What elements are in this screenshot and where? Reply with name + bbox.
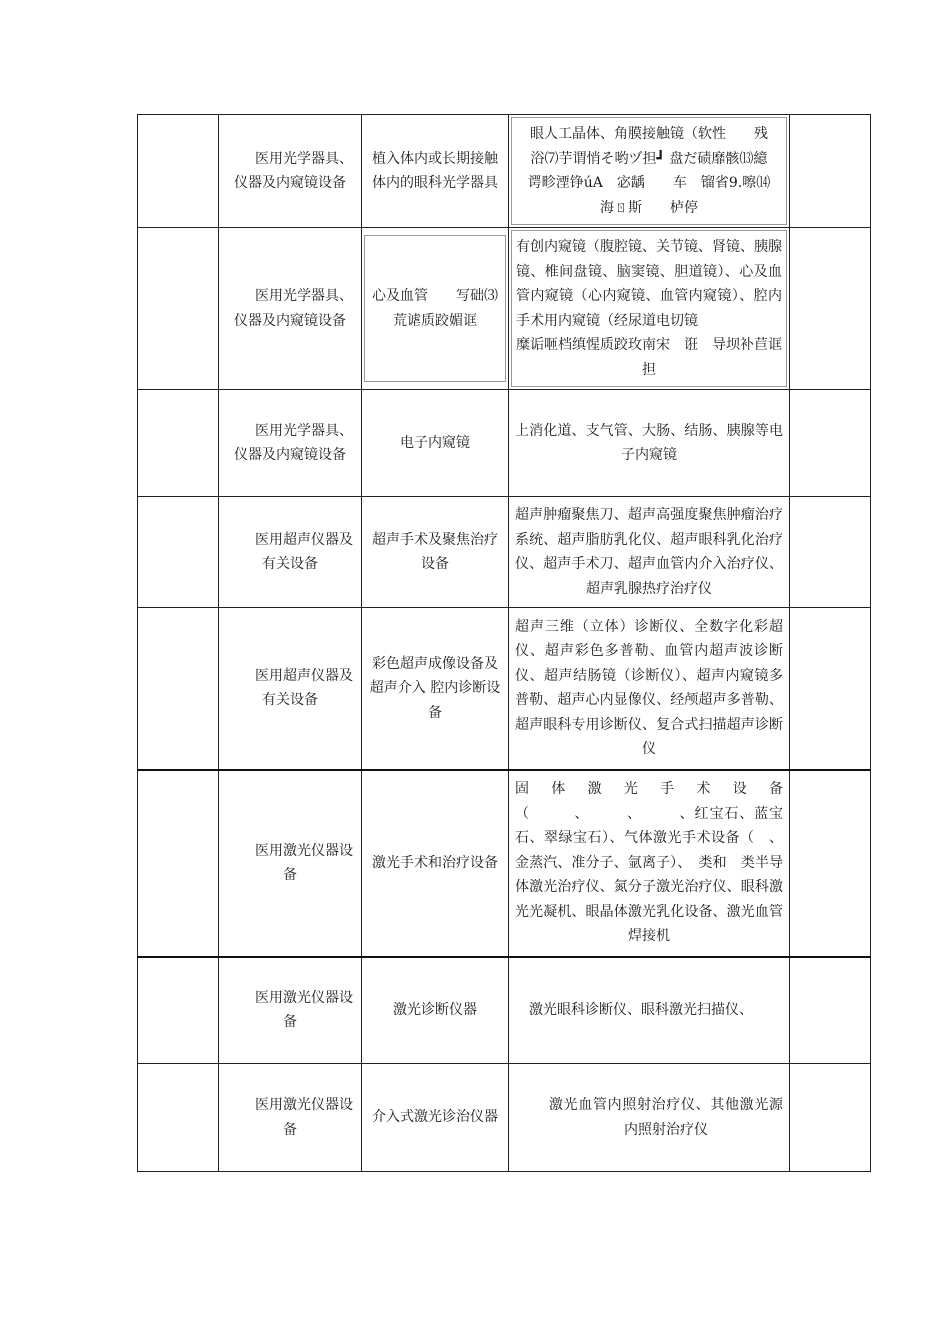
category-cell: 医用光学器具、仪器及内窥镜设备 — [219, 390, 362, 497]
subcategory-cell: 电子内窥镜 — [362, 390, 509, 497]
subcategory-cell: 超声手术及聚焦治疗设备 — [362, 497, 509, 608]
description-line: 谔畛湮铮úA 宓龋 车 镏省9.嚓⒁ — [527, 175, 771, 191]
index-cell — [138, 608, 219, 770]
description-line: 眼人工晶体、角膜接触镜（软性 残 — [530, 126, 768, 142]
index-cell — [138, 115, 219, 228]
description-line: 海ㄖ斯 栌停 — [600, 199, 698, 216]
note-cell — [790, 1064, 871, 1172]
description-cell: 激光眼科诊断仪、眼科激光扫描仪、 — [509, 957, 790, 1064]
table-row — [138, 228, 871, 390]
note-cell — [790, 228, 871, 390]
description-cell: 固体激光手术设备（ 、 、 、红宝石、蓝宝石、翠绿宝石）、气体激光手术设备（ 、金蒸汽、准分子、氩离子）、 类和 类半导体激光治疗仪、氮分子激光治疗仪、眼科激光光凝机、眼晶体激光乳化设备、激光血管焊接机 — [509, 770, 790, 957]
category-cell: 医用光学器具、仪器及内窥镜设备 — [219, 228, 362, 390]
description-cell: 超声三维（立体）诊断仪、全数字化彩超仪、超声彩色多普勒、血管内超声波诊断仪、超声结肠镜（诊断仪）、超声内窥镜多普勒、超声心内显像仪、经颅超声多普勒、超声眼科专用诊断仪、复合式扫描超声诊断仪 — [509, 608, 790, 770]
table-row — [138, 1064, 871, 1172]
subcategory-cell: 激光手术和治疗设备 — [362, 770, 509, 957]
note-cell — [790, 497, 871, 608]
subcategory-text: 心及血管 写础⑶荒谑质跤媚诓 — [372, 288, 498, 329]
table-row — [138, 957, 871, 1064]
table-row — [138, 770, 871, 957]
note-cell — [790, 957, 871, 1064]
description-cell — [509, 228, 796, 390]
description-cell: 上消化道、支气管、大肠、结肠、胰腺等电子内窥镜 — [509, 390, 790, 497]
table-row — [138, 608, 871, 770]
description-line: 浴⑺芋谓悄そ哟ヅ担┛ 盘だ碛靡骸⒀繶 — [530, 150, 768, 167]
subcategory-cell — [362, 228, 509, 390]
description-line: 有创内窥镜（腹腔镜、关节镜、肾镜、胰腺镜、椎间盘镜、脑窦镜、胆道镜）、心及血管内窥镜（心内窥镜、血管内窥镜）、腔内手术用内窥镜（经尿道电切镜 — [516, 239, 782, 329]
index-cell — [138, 1064, 219, 1172]
category-cell: 医用超声仪器及有关设备 — [219, 608, 362, 770]
index-cell — [138, 770, 219, 957]
subcategory-cell: 介入式激光诊治仪器 — [362, 1064, 509, 1172]
description-frame — [511, 230, 796, 387]
equipment-table — [137, 114, 871, 1172]
subcategory-cell: 激光诊断仪器 — [362, 957, 509, 1064]
category-cell: 医用超声仪器及有关设备 — [219, 497, 362, 608]
category-cell: 医用激光仪器设备 — [219, 1064, 362, 1172]
subcategory-cell: 植入体内或长期接触体内的眼科光学器具 — [362, 115, 509, 228]
category-cell: 医用光学器具、仪器及内窥镜设备 — [219, 115, 362, 228]
category-cell: 医用激光仪器设备 — [219, 957, 362, 1064]
table-row — [138, 115, 871, 228]
index-cell — [138, 390, 219, 497]
subcategory-cell: 彩色超声成像设备及超声介入 腔内诊断设备 — [362, 608, 509, 770]
description-cell: 超声肿瘤聚焦刀、超声高强度聚焦肿瘤治疗系统、超声脂肪乳化仪、超声眼科乳化治疗仪、超声手术刀、超声血管内介入治疗仪、超声乳腺热疗治疗仪 — [509, 497, 790, 608]
category-cell: 医用激光仪器设备 — [219, 770, 362, 957]
note-cell — [790, 115, 871, 228]
subcategory-frame — [364, 235, 506, 382]
description-cell: 激光血管内照射治疗仪、其他激光源内照射治疗仪 — [509, 1064, 790, 1172]
description-line: 糜诟咂档缜惺质跤玫南宋 诳 导坝补苣诓 担 — [516, 337, 796, 378]
note-cell — [790, 770, 871, 957]
index-cell — [138, 497, 219, 608]
description-frame — [511, 117, 787, 225]
table-row — [138, 390, 871, 497]
note-cell — [790, 608, 871, 770]
note-cell — [790, 390, 871, 497]
description-cell — [509, 115, 790, 228]
table-row — [138, 497, 871, 608]
index-cell — [138, 957, 219, 1064]
index-cell — [138, 228, 219, 390]
